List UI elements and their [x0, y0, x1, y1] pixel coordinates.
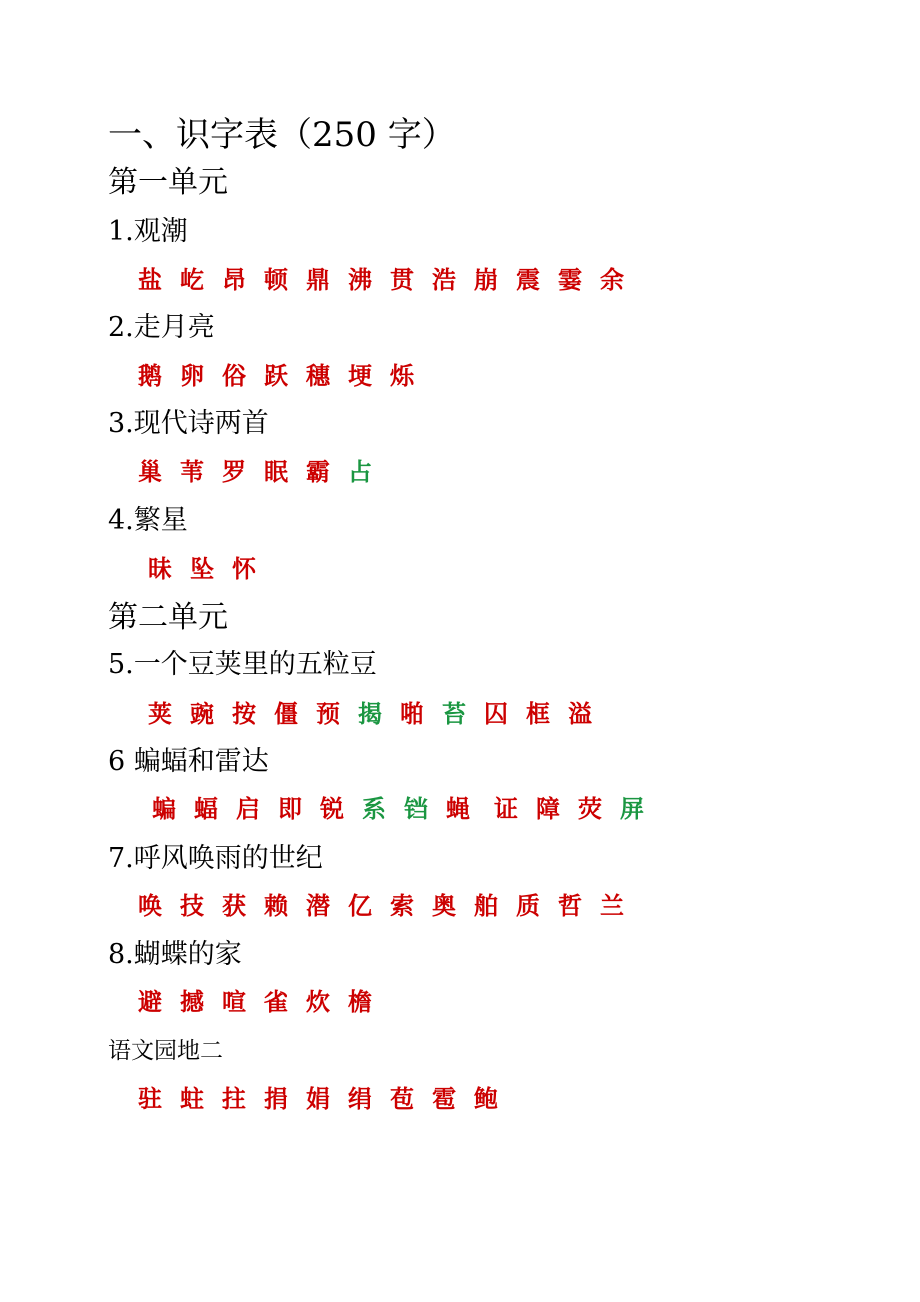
char: 奥 — [432, 891, 456, 920]
char: 铛 — [404, 794, 428, 823]
char: 囚 — [484, 699, 508, 728]
char: 豌 — [190, 699, 214, 728]
char: 启 — [236, 794, 260, 823]
char: 霸 — [306, 457, 330, 486]
char: 僵 — [274, 699, 298, 728]
char: 舶 — [474, 891, 498, 920]
lesson-title: 语文园地二 — [108, 1038, 223, 1064]
char: 拄 — [222, 1084, 246, 1113]
lesson-chars — [148, 699, 610, 728]
char: 顿 — [264, 265, 288, 294]
char: 霎 — [558, 265, 582, 294]
char: 蝙 — [152, 794, 176, 823]
lesson-chars — [138, 457, 390, 486]
char: 巢 — [138, 457, 162, 486]
char: 啪 — [400, 699, 424, 728]
lesson-chars — [138, 891, 642, 920]
char: 苔 — [442, 699, 466, 728]
char: 昂 — [222, 265, 246, 294]
char: 捐 — [264, 1084, 288, 1113]
char: 鼎 — [306, 265, 330, 294]
char: 昧 — [148, 554, 172, 583]
char: 障 — [536, 794, 560, 823]
char: 潜 — [306, 891, 330, 920]
char: 沸 — [348, 265, 372, 294]
lesson-title: 4.繁星 — [108, 505, 188, 536]
char: 怀 — [232, 554, 256, 583]
char: 鲍 — [474, 1084, 498, 1113]
char: 哲 — [558, 891, 582, 920]
unit-heading: 第二单元 — [108, 600, 228, 635]
char: 荚 — [148, 699, 172, 728]
char: 苞 — [390, 1084, 414, 1113]
char: 屏 — [620, 794, 644, 823]
char: 证 — [494, 794, 518, 823]
char: 赖 — [264, 891, 288, 920]
lesson-chars — [138, 987, 390, 1016]
char: 预 — [316, 699, 340, 728]
char: 框 — [526, 699, 550, 728]
char: 屹 — [180, 265, 204, 294]
lesson-title: 3.现代诗两首 — [108, 408, 269, 439]
char: 烁 — [390, 361, 414, 390]
lesson-chars — [138, 265, 642, 294]
char: 蝠 — [194, 794, 218, 823]
char: 浩 — [432, 265, 456, 294]
char: 撼 — [180, 987, 204, 1016]
char: 避 — [138, 987, 162, 1016]
char: 盐 — [138, 265, 162, 294]
char: 余 — [600, 265, 624, 294]
char: 震 — [516, 265, 540, 294]
char: 锐 — [320, 794, 344, 823]
char: 眠 — [264, 457, 288, 486]
char: 檐 — [348, 987, 372, 1016]
char: 蛀 — [180, 1084, 204, 1113]
char: 即 — [278, 794, 302, 823]
char: 技 — [180, 891, 204, 920]
char: 溢 — [568, 699, 592, 728]
char: 穗 — [306, 361, 330, 390]
char: 揭 — [358, 699, 382, 728]
char: 兰 — [600, 891, 624, 920]
char: 炊 — [306, 987, 330, 1016]
lesson-title: 6 蝙蝠和雷达 — [108, 746, 269, 777]
char: 蝇 — [446, 794, 470, 823]
lesson-chars — [148, 554, 274, 583]
char: 跃 — [264, 361, 288, 390]
char: 荧 — [578, 794, 602, 823]
lesson-chars — [138, 361, 432, 390]
unit-heading: 第一单元 — [108, 165, 228, 200]
char: 坠 — [190, 554, 214, 583]
char: 喧 — [222, 987, 246, 1016]
char: 绢 — [348, 1084, 372, 1113]
char: 系 — [362, 794, 386, 823]
char: 驻 — [138, 1084, 162, 1113]
char: 苇 — [180, 457, 204, 486]
char: 质 — [516, 891, 540, 920]
char: 娟 — [306, 1084, 330, 1113]
lesson-title: 7.呼风唤雨的世纪 — [108, 843, 323, 874]
char: 贯 — [390, 265, 414, 294]
char: 埂 — [348, 361, 372, 390]
lesson-title: 8.蝴蝶的家 — [108, 939, 242, 970]
char: 罗 — [222, 457, 246, 486]
char: 雹 — [432, 1084, 456, 1113]
char: 占 — [348, 457, 372, 486]
char: 雀 — [264, 987, 288, 1016]
char: 按 — [232, 699, 256, 728]
char: 崩 — [474, 265, 498, 294]
char: 索 — [390, 891, 414, 920]
page-title: 一、识字表（250 字） — [108, 115, 456, 155]
lesson-title: 1.观潮 — [108, 216, 188, 247]
char: 获 — [222, 891, 246, 920]
lesson-title: 2.走月亮 — [108, 312, 215, 343]
char: 俗 — [222, 361, 246, 390]
char: 卵 — [180, 361, 204, 390]
char: 亿 — [348, 891, 372, 920]
char: 唤 — [138, 891, 162, 920]
lesson-chars — [138, 1084, 516, 1113]
char: 鹅 — [138, 361, 162, 390]
lesson-chars — [152, 794, 662, 823]
lesson-title: 5.一个豆荚里的五粒豆 — [108, 649, 377, 680]
